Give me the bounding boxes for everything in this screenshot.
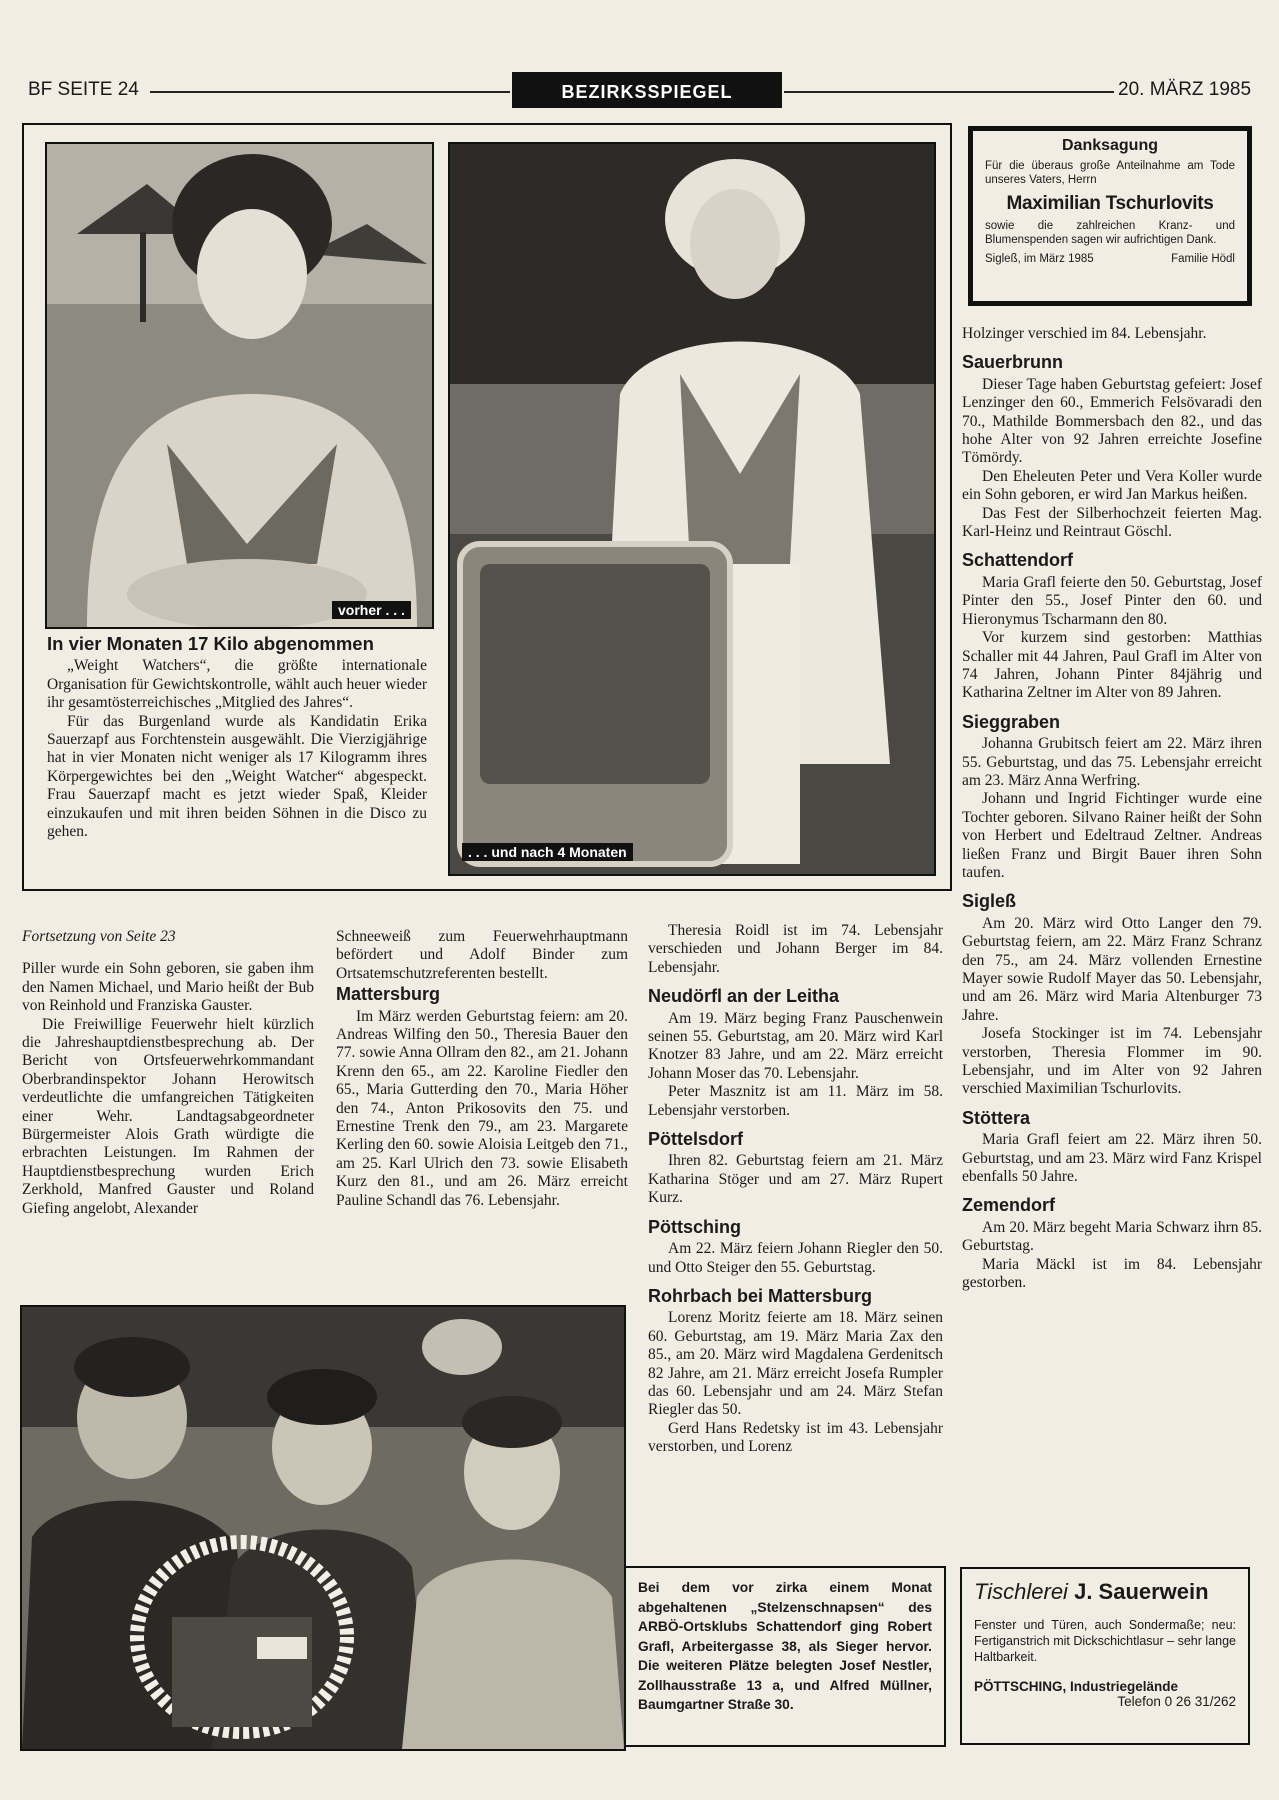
masthead: BEZIRKSSPIEGEL	[512, 72, 782, 108]
col3-paragraph-7: Gerd Hans Redetsky ist im 43. Lebensjahr verstorben, und Lorenz	[648, 1419, 943, 1456]
col1-paragraph-1: Piller wurde ein Sohn geboren, sie gaben ihm den Namen Michael, und Mario heißt der Bub von Reinhold und Franziska Gauster.	[22, 960, 314, 1015]
col3-paragraph-3: Peter Masznitz ist am 11. März im 58. Lebensjahr verstorben.	[648, 1083, 943, 1119]
ad-phone: Telefon 0 26 31/262	[1117, 1694, 1236, 1709]
col4-paragraph-0: Holzinger verschied im 84. Lebensjahr.	[962, 325, 1207, 342]
heading-rohrbach: Rohrbach bei Mattersburg	[648, 1285, 873, 1306]
column-3	[648, 922, 943, 1457]
issue-date: 20. MÄRZ 1985	[1118, 79, 1252, 100]
heading-schattendorf: Schattendorf	[962, 550, 1074, 571]
col2-paragraph-2: Im März werden Geburtstag feiern: am 20. Andreas Wilfing den 50., Theresia Bauer den 77. sowie Anna Ollram den 82., am 21. Johann Krenn den 65., am 22. Karoline Fiedler den 65., Maria Gutterding den 70., Maria Höher den 74., Anton Prikosovits den 75. und Ernestine Trenk den 79., am 23. Margarete Kerling den 60. sowie Aloisia Leitgeb den 71., am 25. Karl Ulrich den 73. sowie Elisabeth Kurz den 81., und am 26. März erreicht Pauline Schandl das 76. Lebensjahr.	[336, 1007, 628, 1209]
col4-paragraph-11: Am 20. März begeht Maria Schwarz ihrn 85. Geburtstag.	[962, 1218, 1262, 1255]
col4-paragraph-10: Maria Grafl feiert am 22. März ihren 50. Geburtstag, und am 23. März wird Fanz Krispel ebenfalls 50 Jahre.	[962, 1131, 1262, 1186]
col2-paragraph-1: Schneeweiß zum Feuerwehrhauptmann befördert und Adolf Binder zum Ortsatemschutzreferenten bestellt.	[336, 928, 628, 982]
page-number: BF SEITE 24	[28, 79, 139, 100]
woman-chair-image	[450, 144, 934, 874]
col4-paragraph-8: Am 20. März wird Otto Langer den 79. Geburtstag feiern, am 22. März Franz Schranz den 75., am 24. März vollenden Ernestine Mayer sowie Rudolf Mayer das 50. Lebensjahr, und am 26. März wird Maria Altenburger 73 Jahre.	[962, 914, 1262, 1024]
header-rule-right	[784, 91, 1114, 93]
woman-bikini-image	[47, 144, 432, 627]
heading-stoettera: Stöttera	[962, 1107, 1031, 1128]
header-rule-left	[150, 91, 510, 93]
col4-paragraph-5: Vor kurzem sind gestorben: Matthias Schaller mit 44 Jahren, Paul Grafl im Alter von 74 Jahren, Johann Pinter 84jährig und Katharina Zeltner im Alter von 89 Jahren.	[962, 629, 1262, 702]
danksagung-place: Sigleß, im März 1985	[985, 253, 1094, 265]
col3-paragraph-4: Ihren 82. Geburtstag feiern am 21. März Katharina Stöger und am 27. März Rupert Kurz.	[648, 1152, 943, 1207]
before-photo	[45, 142, 434, 629]
after-photo	[448, 142, 936, 876]
feature-headline: In vier Monaten 17 Kilo abgenommen	[47, 633, 374, 654]
col1-paragraph-2: Die Freiwillige Feuerwehr hielt kürzlich die Jahreshauptdienstbesprechung ab. Der Bericht von Ortsfeuerwehrkommandant Oberbrandinspektor Johann Herowitsch verdeutlichte die umfangreichen Tätigkeiten einer Wehr. Landtagsabgeordneter Bürgermeister Alois Grath würdigte die erbrachten Leistungen. Im Rahmen der Hauptdienstbesprechung wurden Erich Zerkhold, Manfred Gauster und Roland Giefing angelobt, Alexander	[22, 1015, 314, 1217]
heading-zemendorf: Zemendorf	[962, 1195, 1056, 1216]
ad-box	[960, 1567, 1250, 1745]
col4-paragraph-7: Johann und Ingrid Fichtinger wurde eine Tochter geboren. Silvano Rainer heißt der Sohn von Herbert und Edeltraud Zeltner. Andreas ließen Franz und Birgit Bauer ihren Sohn taufen.	[962, 790, 1262, 881]
danksagung-text-1: Für die überaus große Anteilnahme am Tode unseres Vaters, Herrn	[985, 160, 1235, 186]
heading-poettsching: Pöttsching	[648, 1216, 741, 1237]
ad-title-italic: Tischlerei	[974, 1579, 1068, 1604]
group-photo-caption-box	[624, 1566, 946, 1747]
col3-paragraph-6: Lorenz Moritz feierte am 18. März seinen 60. Geburtstag, am 19. März Maria Zax den 85., am 20. März wird Magdalena Gerdenitsch 82 Jahre, am 21. März erreicht Josefa Rumpler das 60. Lebensjahr und am 24. März Stefan Riegler das 50.	[648, 1309, 943, 1419]
heading-mattersburg: Mattersburg	[336, 984, 441, 1005]
after-tag: . . . und nach 4 Monaten	[462, 843, 633, 861]
col4-paragraph-1: Dieser Tage haben Geburtstag gefeiert: Josef Lenzinger den 60., Emmerich Felsövaradi den 70., Mathilde Bommersbach den 82., und das hohe Alter von 92 Jahren erreichte Josefine Tömördy.	[962, 375, 1262, 467]
continuation-note: Fortsetzung von Seite 23	[22, 928, 176, 945]
danksagung-box	[968, 126, 1252, 306]
danksagung-name: Maximilian Tschurlovits	[1006, 193, 1214, 214]
col4-paragraph-4: Maria Grafl feierte den 50. Geburtstag, Josef Pinter den 55., Josef Pinter den 60. und Hieronymus Tscharmann den 80.	[962, 573, 1262, 628]
col3-paragraph-1: Theresia Roidl ist im 74. Lebensjahr verschieden und Johann Berger im 84. Lebensjahr.	[648, 922, 943, 976]
col4-paragraph-2: Den Eheleuten Peter und Vera Koller wurde ein Sohn geboren, er wird Jan Markus heißen.	[962, 467, 1262, 504]
feature-paragraph-1: „Weight Watchers“, die größte internationale Organisation für Gewichtskontrolle, wählt auch heuer wieder ihr gesamtösterreichisches „Mitglied des Jahres“.	[47, 657, 427, 712]
feature-article	[47, 635, 427, 841]
col4-paragraph-9: Josefa Stockinger ist im 74. Lebensjahr verstorben, Theresia Flommer im 90. Lebensjahr, und im Alter von 92 Jahren verschied Maximilian Tschurlovits.	[962, 1025, 1262, 1098]
ad-title-bold: J. Sauerwein	[1074, 1579, 1209, 1604]
column-2	[336, 928, 628, 1210]
col4-paragraph-12: Maria Mäckl ist im 84. Lebensjahr gestorben.	[962, 1255, 1262, 1292]
column-1	[22, 928, 314, 1218]
before-tag: vorher . . .	[332, 601, 411, 619]
heading-sauerbrunn: Sauerbrunn	[962, 352, 1064, 373]
heading-sieggraben: Sieggraben	[962, 711, 1061, 732]
column-4	[962, 325, 1262, 1293]
heading-poettelsdorf: Pöttelsdorf	[648, 1129, 744, 1150]
ad-description: Fenster und Türen, auch Sondermaße; neu: Fertiganstrich mit Dickschichtlasur – sehr lange Haltbarkeit.	[974, 1618, 1236, 1664]
danksagung-text-2: sowie die zahlreichen Kranz- und Blumenspenden sagen wir aufrichtigen Dank.	[985, 220, 1235, 246]
danksagung-title: Danksagung	[1061, 137, 1158, 154]
col4-paragraph-6: Johanna Grubitsch feiert am 22. März ihren 55. Geburtstag, und das 75. Lebensjahr erreicht am 23. März Anna Werfring.	[962, 735, 1262, 789]
heading-neudoerfl: Neudörfl an der Leitha	[648, 986, 840, 1007]
group-photo	[20, 1305, 626, 1751]
col3-paragraph-5: Am 22. März feiern Johann Riegler den 50. und Otto Steiger den 55. Geburtstag.	[648, 1240, 943, 1276]
three-men-image	[22, 1307, 624, 1749]
col4-paragraph-3: Das Fest der Silberhochzeit feierten Mag. Karl-Heinz und Reintraut Göschl.	[962, 504, 1262, 541]
ad-address: PÖTTSCHING, Industriegelände	[974, 1679, 1179, 1694]
feature-paragraph-2: Für das Burgenland wurde als Kandidatin Erika Sauerzapf aus Forchtenstein ausgewählt. Die Vierzigjährige hat in vier Monaten nicht weniger als 17 Kilogramm ihres Körpergewichtes bei den „Weight Watcher“ abgespeckt. Frau Sauerzapf macht es jetzt wieder Spaß, Kleider einzukaufen und mit ihren beiden Söhnen in die Disco zu gehen.	[47, 712, 427, 841]
heading-sigless: Sigleß	[962, 891, 1017, 912]
col3-paragraph-2: Am 19. März beging Franz Pauschenwein seinen 55. Geburtstag, am 20. März wird Karl Knotzer 83 Jahre, und am 22. März erreicht Johann Moser das 70. Lebensjahr.	[648, 1009, 943, 1082]
danksagung-family: Familie Hödl	[1171, 253, 1235, 265]
group-photo-caption: Bei dem vor zirka einem Monat abgehaltenen „Stelzenschnapsen“ des ARBÖ-Ortsklubs Schattendorf ging Robert Grafl, Arbeitergasse 38, als Sieger hervor. Die weiteren Plätze belegten Josef Nestler, Zollhausstraße 13 a, und Alfred Müllner, Baumgartner Straße 30.	[638, 1580, 932, 1712]
